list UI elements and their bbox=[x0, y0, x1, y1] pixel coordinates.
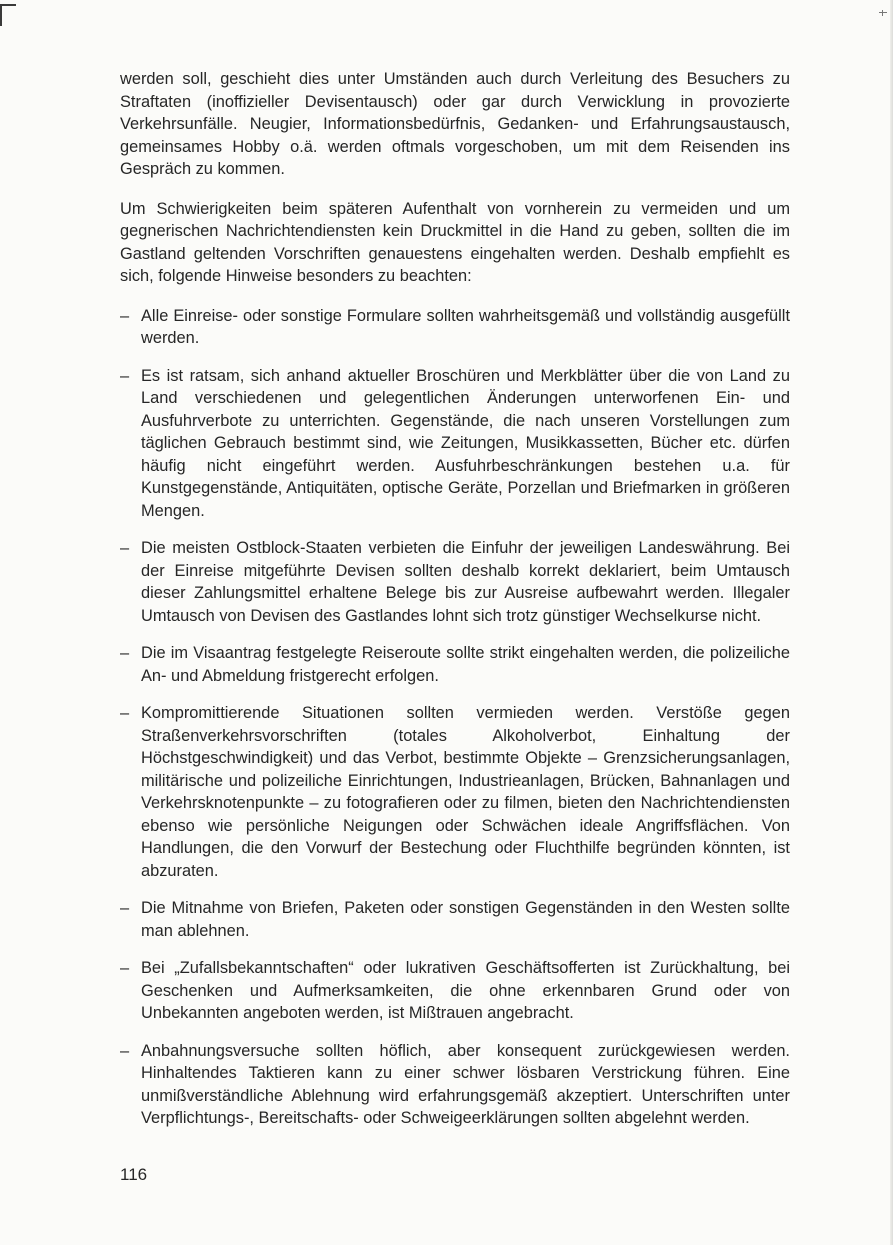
list-item-text: Es ist ratsam, sich anhand aktueller Broschüren und Merkblätter über die von Land zu Land verschiedenen und gelegentlichen Änderungen unterworfenen Ein- und Ausfuhrverbote zu unterrichten. Gegenstände, die nach unseren Vorstellungen zum täglichen Gebrauch bestimmt sind, wie Zeitungen, Musikkassetten, Bücher etc. dürfen häufig nicht eingeführt werden. Ausfuhrbeschränkungen bestehen u.a. für Kunstgegenstände, Antiquitäten, optische Geräte, Porzellan und Briefmarken in größeren Mengen. bbox=[141, 366, 790, 520]
list-item bbox=[120, 1040, 790, 1130]
list-item bbox=[120, 702, 790, 882]
crop-mark-top-right bbox=[879, 12, 887, 13]
list-item bbox=[120, 957, 790, 1025]
dash-bullet: – bbox=[120, 539, 130, 557]
crop-mark-top-left bbox=[0, 4, 16, 6]
dash-bullet: – bbox=[120, 644, 130, 662]
list-item-text: Bei „Zufallsbekanntschaften“ oder lukrativen Geschäftsofferten ist Zurückhaltung, bei Geschenken und Aufmerksamkeiten, die ohne erkennbaren Grund oder von Unbekannten angeboten werden, ist Mißtrauen angebracht. bbox=[141, 959, 790, 1022]
list-item-text: Alle Einreise- oder sonstige Formulare sollten wahrheitsgemäß und vollständig ausgefüllt werden. bbox=[141, 306, 790, 347]
list-item bbox=[120, 642, 790, 687]
list-item bbox=[120, 365, 790, 523]
dash-bullet: – bbox=[120, 306, 130, 325]
list-item bbox=[120, 537, 790, 627]
list-item-text: Kompromittierende Situationen sollten vermieden werden. Verstöße gegen Straßenverkehrsvorschriften (totales Alkoholverbot, Einhaltung der Höchstgeschwindigkeit) und das Verbot, bestimmte Objekte – Grenzsicherungsanlagen, militärische und polizeiliche Einrichtungen, Industrieanlagen, Brücken, Bahnanlagen und Verkehrsknotenpunkte – zu fotografieren oder zu filmen, bieten den Nachrichtendiensten ebenso wie persönliche Neigungen oder Schwächen ideale Angriffsflächen. Von Handlungen, die den Vorwurf der Bestechung oder Fluchthilfe begründen könnten, ist abzuraten. bbox=[141, 704, 790, 880]
crop-mark-top-right-vertical bbox=[882, 10, 883, 16]
advice-list bbox=[120, 305, 790, 1130]
list-item-text: Die meisten Ostblock-Staaten verbieten die Einfuhr der jeweiligen Landeswährung. Bei der Einreise mitgeführte Devisen sollten deshalb korrekt deklariert, beim Umtausch dieser Zahlungsmittel erhaltene Belege bis zur Ausreise aufbewahrt werden. Illegaler Umtausch von Devisen des Gastlandes lohnt sich trotz günstiger Wechselkurse nicht. bbox=[141, 539, 790, 625]
list-item bbox=[120, 897, 790, 942]
dash-bullet: – bbox=[120, 366, 130, 385]
page-number: 116 bbox=[120, 1165, 148, 1184]
crop-mark-top-left-vertical bbox=[0, 4, 2, 26]
dash-bullet: – bbox=[120, 1041, 130, 1060]
list-item-text: Anbahnungsversuche sollten höflich, aber konsequent zurückgewiesen werden. Hinhaltendes Taktieren kann zu einer schwer lösbaren Verstrickung führen. Eine unmißverständliche Ablehnung wird erfahrungsgemäß akzeptiert. Unterschriften unter Verpflichtungs-, Bereitschafts- oder Schweigeerklärungen sollten abgelehnt werden. bbox=[141, 1041, 790, 1127]
list-item bbox=[120, 305, 790, 350]
dash-bullet: – bbox=[120, 899, 130, 917]
list-item-text: Die Mitnahme von Briefen, Paketen oder sonstigen Gegenständen in den Westen sollte man ablehnen. bbox=[141, 899, 790, 940]
paragraph: werden soll, geschieht dies unter Umständen auch durch Verleitung des Besuchers zu Straftaten (inoffizieller Devisentausch) oder gar durch Verwicklung in provozierte Verkehrsunfälle. Neugier, Informationsbedürfnis, Gedanken- und Erfahrungsaustausch, gemeinsames Hobby o.ä. werden oftmals vorgeschoben, um mit dem Reisenden ins Gespräch zu kommen. bbox=[120, 70, 790, 178]
list-item-text: Die im Visaantrag festgelegte Reiseroute sollte strikt eingehalten werden, die polizeiliche An- und Abmeldung fristgerecht erfolgen. bbox=[141, 644, 790, 685]
dash-bullet: – bbox=[120, 704, 130, 722]
paragraph: Um Schwierigkeiten beim späteren Aufenthalt von vornherein zu vermeiden und um gegnerischen Nachrichtendiensten kein Druckmittel in die Hand zu geben, sollten die im Gastland geltenden Vorschriften genauestens eingehalten werden. Deshalb empfiehlt es sich, folgende Hinweise besonders zu beachten: bbox=[120, 199, 790, 285]
page-body bbox=[120, 68, 790, 1145]
dash-bullet: – bbox=[120, 959, 130, 977]
